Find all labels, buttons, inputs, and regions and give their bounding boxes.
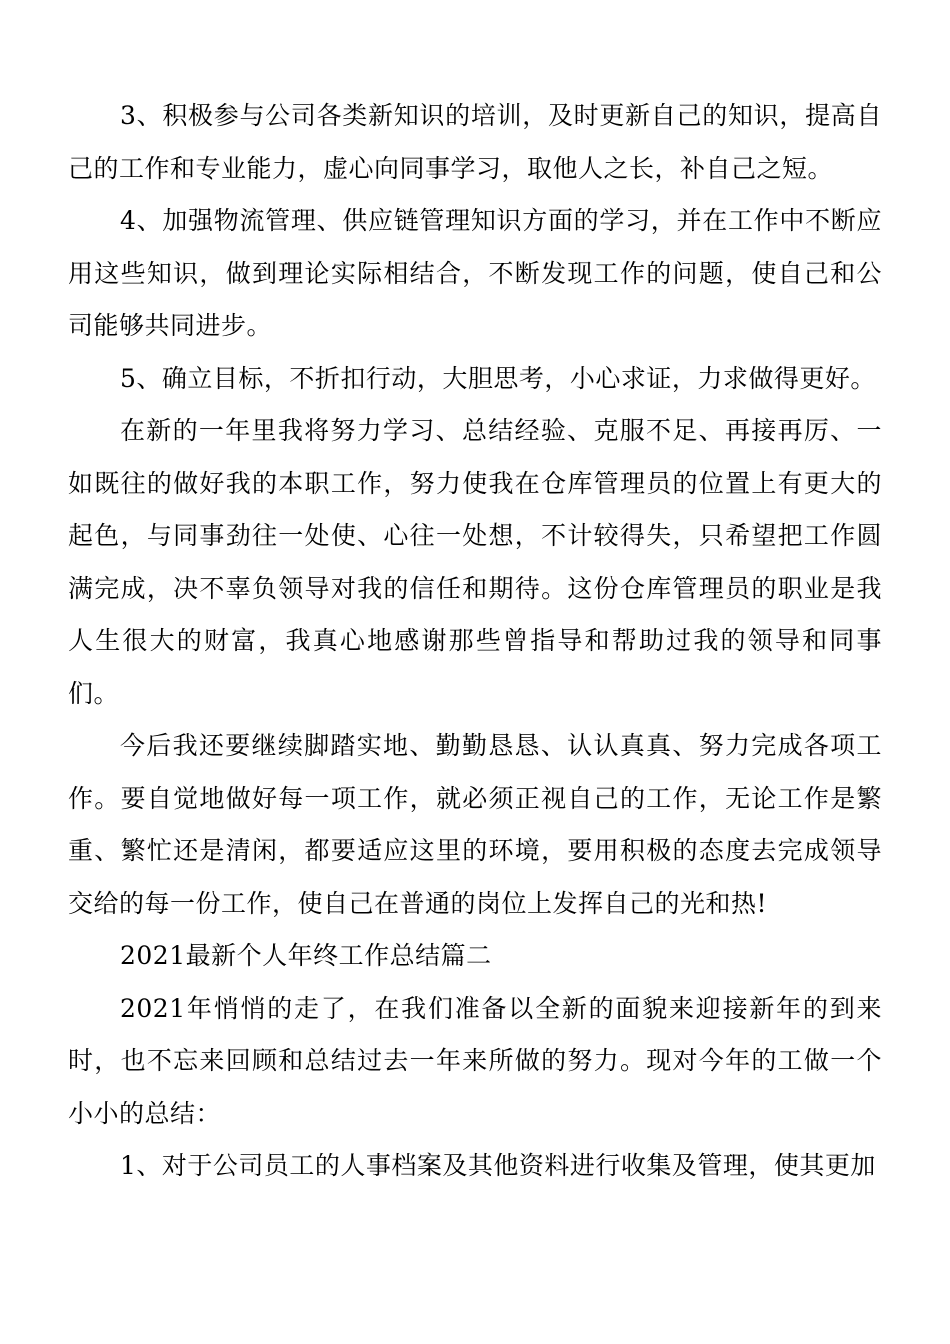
paragraph-future-commitment: 今后我还要继续脚踏实地、勤勤恳恳、认认真真、努力完成各项工作。要自觉地做好每一项工作，就必须正视自己的工作，无论工作是繁重、繁忙还是清闲，都要适应这里的环境，要用积极的态度去完成领导交给的每一份工作，使自己在普通的岗位上发挥自己的光和热! xyxy=(68,731,882,918)
section-heading: 2021最新个人年终工作总结篇二 xyxy=(120,941,492,970)
paragraph-summary-intro: 2021年悄悄的走了，在我们准备以全新的面貌来迎接新年的到来时，也不忘来回顾和总结过去一年来所做的努力。现对今年的工做一个小小的总结： xyxy=(68,993,882,1128)
paragraph-item-1: 1、对于公司员工的人事档案及其他资料进行收集及管理，使其更加 xyxy=(120,1151,876,1180)
paragraph-item-4: 4、加强物流管理、供应链管理知识方面的学习，并在工作中不断应用这些知识，做到理论实际相结合，不断发现工作的问题，使自己和公司能够共同进步。 xyxy=(68,206,882,340)
paragraph-new-year-plan: 在新的一年里我将努力学习、总结经验、克服不足、再接再厉、一如既往的做好我的本职工作，努力使我在仓库管理员的位置上有更大的起色，与同事劲往一处使、心往一处想，不计较得失，只希望把工作圆满完成，决不辜负领导对我的信任和期待。这份仓库管理员的职业是我人生很大的财富，我真心地感谢那些曾指导和帮助过我的领导和同事们。 xyxy=(68,416,882,708)
document-body xyxy=(68,90,882,1193)
paragraph-item-3: 3、积极参与公司各类新知识的培训，及时更新自己的知识，提高自己的工作和专业能力，虚心向同事学习，取他人之长，补自己之短。 xyxy=(68,101,882,183)
paragraph-item-5: 5、确立目标，不折扣行动，大胆思考，小心求证，力求做得更好。 xyxy=(120,363,876,393)
